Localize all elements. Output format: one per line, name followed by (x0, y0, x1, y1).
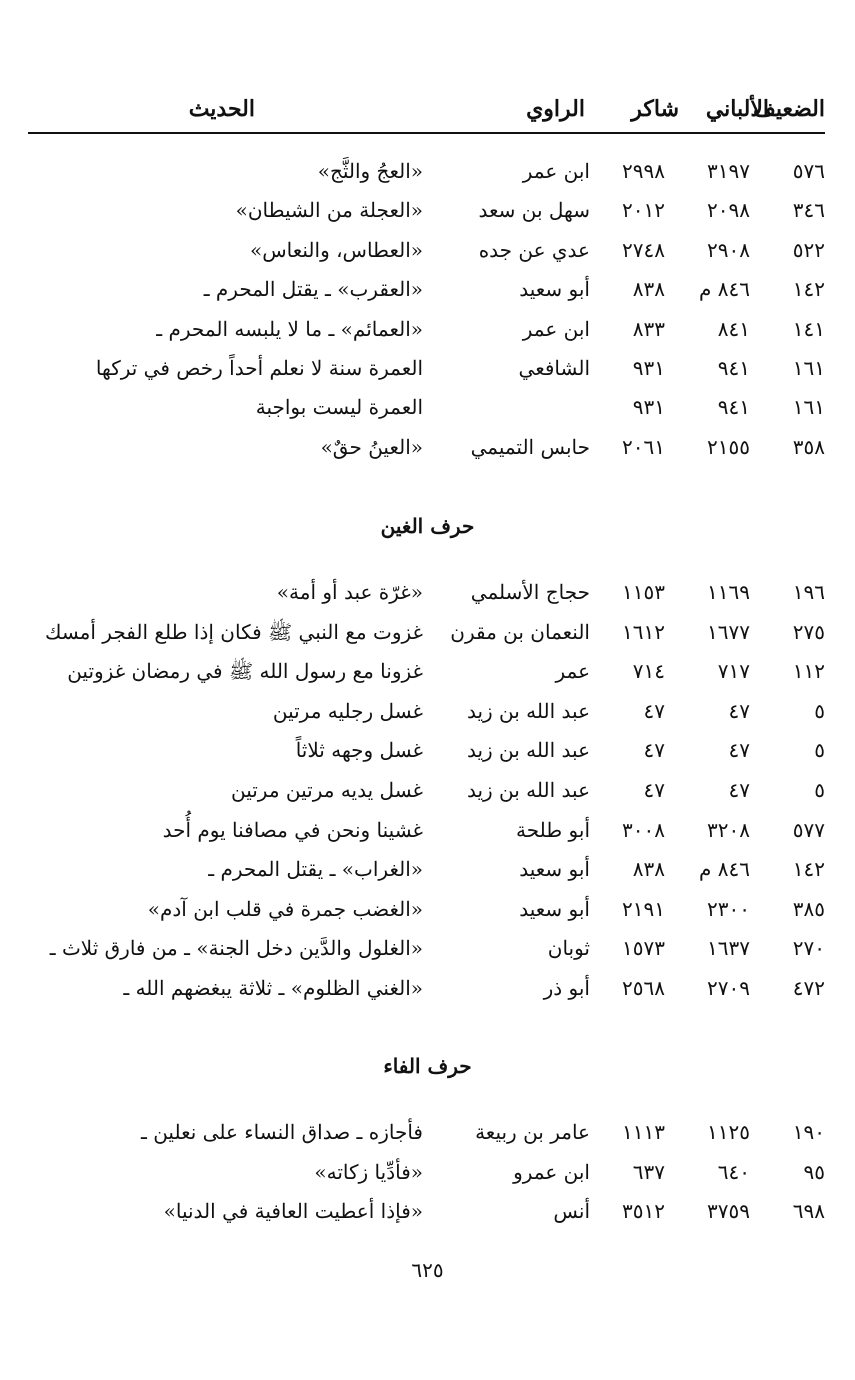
cell-albani: ٨٤٦ م (699, 857, 750, 882)
table-row (30, 812, 825, 848)
table-row (30, 772, 825, 808)
cell-daif: ٥٧٧ (792, 817, 825, 842)
cell-hadith: «العجلة من الشيطان» (235, 198, 423, 223)
table-row (30, 1193, 825, 1229)
cell-daif: ١٤٢ (792, 277, 825, 302)
page-number: ٦٢٥ (411, 1258, 444, 1282)
cell-daif: ٣٥٨ (792, 434, 825, 459)
cell-hadith: غسل يديه مرتين مرتين (230, 778, 423, 802)
cell-hadith: «فإذا أعطيت العافية في الدنيا» (163, 1199, 423, 1223)
cell-albani: ٢٧٠٩ (707, 976, 750, 1000)
cell-albani: ٨٤١ (717, 316, 750, 341)
cell-daif: ٥ (814, 778, 825, 802)
cell-narrator: الشافعي (518, 356, 590, 380)
section-heading-fa: حرف الفاء (383, 1054, 472, 1078)
cell-shakir: ٣٥١٢ (622, 1199, 665, 1223)
cell-albani: ٢٩٠٨ (707, 237, 750, 262)
cell-shakir: ١١٥٣ (622, 580, 665, 604)
cell-narrator: عبد الله بن زيد (466, 738, 590, 763)
cell-daif: ٤٧٢ (792, 976, 825, 1000)
cell-daif: ١٩٦ (792, 580, 825, 604)
table-row (30, 614, 825, 650)
cell-albani: ٤٧ (728, 698, 750, 723)
cell-hadith: «الغلول والدَّين دخل الجنة» ـ من فارق ثلاث ـ (49, 936, 423, 961)
cell-narrator: عبد الله بن زيد (466, 778, 590, 802)
cell-shakir: ٤٧ (643, 738, 665, 763)
cell-hadith: «غرّة عبد أو أمة» (276, 580, 423, 604)
table-row (30, 350, 825, 386)
cell-albani: ٣٢٠٨ (707, 817, 750, 842)
cell-hadith: «العطاس، والنعاس» (250, 237, 423, 262)
table-row (30, 970, 825, 1006)
cell-hadith: «العمائم» ـ ما لا يلبسه المحرم ـ (156, 316, 423, 341)
cell-narrator: أبو طلحة (516, 817, 590, 842)
table-row (30, 192, 825, 228)
cell-shakir: ٩٣١ (632, 356, 665, 380)
cell-albani: ٢٠٩٨ (707, 198, 750, 223)
cell-shakir: ٤٧ (643, 698, 665, 723)
cell-daif: ٥٢٢ (792, 237, 825, 262)
cell-narrator: عدي عن جده (478, 237, 590, 262)
table-row (30, 311, 825, 347)
cell-shakir: ٨٣٣ (632, 316, 665, 341)
cell-shakir: ٦٣٧ (632, 1159, 665, 1184)
cell-shakir: ٤٧ (643, 778, 665, 802)
cell-hadith: غزوت مع النبي ﷺ فكان إذا طلع الفجر أمسك (44, 619, 423, 644)
cell-shakir: ٨٣٨ (632, 277, 665, 302)
cell-albani: ٤٧ (728, 778, 750, 802)
cell-narrator: عبد الله بن زيد (466, 698, 590, 723)
cell-daif: ٩٥ (803, 1159, 825, 1184)
table-row (30, 851, 825, 887)
cell-daif: ١٤٢ (792, 857, 825, 882)
cell-albani: ١٦٧٧ (707, 619, 750, 644)
cell-albani: ٨٤٦ م (699, 277, 750, 302)
header-rule (28, 132, 825, 134)
cell-narrator: ابن عمر (522, 316, 590, 341)
cell-narrator: عمر (555, 659, 590, 684)
cell-albani: ٩٤١ (717, 356, 750, 380)
cell-narrator: عامر بن ربيعة (475, 1120, 590, 1144)
cell-narrator: أبو سعيد (519, 277, 590, 302)
cell-albani: ٧١٧ (717, 659, 750, 684)
cell-daif: ١٦١ (792, 356, 825, 380)
cell-albani: ٢١٥٥ (707, 434, 750, 459)
header-rawi: الراوي (526, 96, 585, 122)
cell-narrator: أبو ذر (543, 976, 590, 1000)
cell-shakir: ١٦١٢ (622, 619, 665, 644)
cell-shakir: ٧١٤ (632, 659, 665, 684)
table-row (30, 389, 825, 425)
cell-shakir: ٢٩٩٨ (622, 159, 665, 183)
cell-shakir: ٢٠١٢ (622, 198, 665, 223)
table-row (30, 1114, 825, 1150)
header-albani: الألباني (705, 96, 769, 122)
table-row (30, 891, 825, 927)
cell-daif: ٣٨٥ (792, 896, 825, 921)
cell-albani: ٩٤١ (717, 395, 750, 420)
cell-albani: ٦٤٠ (717, 1159, 750, 1184)
cell-daif: ١٩٠ (792, 1120, 825, 1144)
cell-shakir: ٢٠٦١ (622, 434, 665, 459)
cell-hadith: العمرة ليست بواجبة (255, 395, 423, 420)
cell-shakir: ٩٣١ (632, 395, 665, 420)
cell-daif: ١٤١ (792, 316, 825, 341)
cell-narrator: ثوبان (547, 936, 590, 961)
cell-albani: ١١٢٥ (707, 1120, 750, 1144)
table-row (30, 693, 825, 729)
cell-narrator: أبو سعيد (519, 896, 590, 921)
table-row (30, 153, 825, 189)
cell-albani: ١١٦٩ (707, 580, 750, 604)
cell-hadith: العمرة سنة لا نعلم أحداً رخص في تركها (95, 356, 423, 380)
section-heading-ghain: حرف الغين (380, 514, 475, 538)
cell-narrator: حابس التميمي (470, 434, 590, 459)
cell-daif: ٥ (814, 738, 825, 763)
cell-narrator: أنس (553, 1199, 590, 1223)
table-row (30, 1154, 825, 1190)
cell-shakir: ٢٧٤٨ (622, 237, 665, 262)
cell-albani: ١٦٣٧ (707, 936, 750, 961)
header-shakir: شاكر (631, 96, 679, 122)
cell-albani: ٣١٩٧ (707, 159, 750, 183)
cell-daif: ٥٧٦ (792, 159, 825, 183)
cell-hadith: «العقرب» ـ يقتل المحرم ـ (203, 277, 423, 302)
table-row (30, 574, 825, 610)
cell-shakir: ٢٥٦٨ (622, 976, 665, 1000)
cell-hadith: «العينُ حقٌ» (320, 434, 423, 459)
cell-daif: ٦٩٨ (792, 1199, 825, 1223)
cell-hadith: غسل وجهه ثلاثاً (295, 738, 423, 763)
table-row (30, 232, 825, 268)
cell-albani: ٣٧٥٩ (707, 1199, 750, 1223)
cell-shakir: ٣٠٠٨ (622, 817, 665, 842)
cell-narrator: حجاج الأسلمي (470, 580, 590, 604)
cell-narrator: ابن عمرو (513, 1159, 590, 1184)
cell-shakir: ٨٣٨ (632, 857, 665, 882)
cell-narrator: أبو سعيد (519, 857, 590, 882)
cell-narrator: سهل بن سعد (478, 198, 590, 223)
cell-daif: ٢٧٠ (792, 936, 825, 961)
cell-narrator: النعمان بن مقرن (450, 619, 590, 644)
cell-daif: ٥ (814, 698, 825, 723)
cell-daif: ٢٧٥ (792, 619, 825, 644)
cell-hadith: «العجُ والثَّج» (317, 159, 423, 183)
cell-hadith: فأجازه ـ صداق النساء على نعلين ـ (140, 1120, 423, 1144)
cell-hadith: غشينا ونحن في مصافنا يوم أُحد (162, 817, 423, 842)
cell-hadith: «فأدِّيا زكاته» (314, 1159, 423, 1184)
cell-shakir: ١٥٧٣ (622, 936, 665, 961)
cell-shakir: ١١١٣ (622, 1120, 665, 1144)
cell-shakir: ٢١٩١ (622, 896, 665, 921)
table-row (30, 271, 825, 307)
table-row (30, 732, 825, 768)
table-row (30, 930, 825, 966)
cell-hadith: غزونا مع رسول الله ﷺ في رمضان غزوتين (67, 659, 423, 684)
cell-hadith: «الغراب» ـ يقتل المحرم ـ (208, 857, 423, 882)
cell-albani: ٤٧ (728, 738, 750, 763)
table-row (30, 653, 825, 689)
cell-hadith: «الغني الظلوم» ـ ثلاثة يبغضهم الله ـ (123, 976, 423, 1000)
cell-daif: ١١٢ (792, 659, 825, 684)
cell-hadith: غسل رجليه مرتين (272, 698, 423, 723)
cell-narrator: ابن عمر (522, 159, 590, 183)
cell-hadith: «الغضب جمرة في قلب ابن آدم» (147, 896, 423, 921)
cell-albani: ٢٣٠٠ (707, 896, 750, 921)
cell-daif: ١٦١ (792, 395, 825, 420)
header-hadith: الحديث (188, 96, 255, 122)
header-daif: الضعيف (753, 96, 825, 122)
table-header (30, 96, 825, 128)
table-row (30, 429, 825, 465)
cell-daif: ٣٤٦ (792, 198, 825, 223)
